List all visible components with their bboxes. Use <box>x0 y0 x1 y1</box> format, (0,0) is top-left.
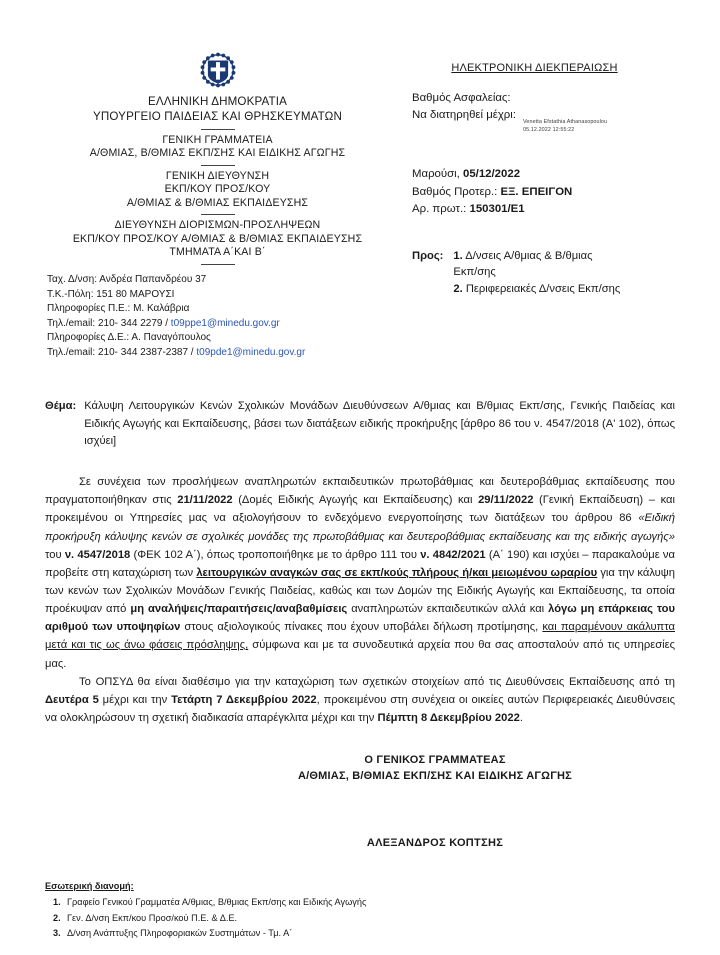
protocol-label: Αρ. πρωτ.: <box>412 202 470 215</box>
internal-distribution-title: Εσωτερική διανομή: <box>45 881 134 891</box>
body-paragraph-1 <box>45 473 675 673</box>
contact-info-de-label: Πληροφορίες Δ.Ε.: <box>47 332 132 344</box>
contact-postcode-label: Τ.Κ.-Πόλη: <box>47 288 97 300</box>
distribution-item <box>45 895 475 909</box>
contact-phone-de <box>47 346 390 361</box>
signature-timestamp: 05.12.2022 12:55:22 <box>523 126 575 133</box>
contact-address <box>47 273 390 288</box>
recipients-block <box>412 248 675 297</box>
republic-title: ΕΛΛΗΝΙΚΗ ΔΗΜΟΚΡΑΤΙΑ <box>147 95 288 108</box>
contact-postcode-value: 151 80 ΜΑΡΟΥΣΙ <box>96 288 175 300</box>
digital-signature-stamp <box>523 119 607 135</box>
header-left-column <box>45 52 390 360</box>
recipients-label: Προς: <box>412 250 444 263</box>
document-header <box>0 0 720 360</box>
divider <box>201 129 235 130</box>
p1-emphasis-operational-needs: λειτουργικών αναγκών σας σε εκπ/κούς πλήρους ή/και μειωμένου ωραρίου <box>196 566 598 579</box>
priority-value: ΕΞ. ΕΠΕΙΓΟΝ <box>500 185 573 198</box>
contact-info-de-value: Α. Παναγόπουλος <box>131 332 211 344</box>
directorate-line-1: ΔΙΕΥΘΥΝΣΗ ΔΙΟΡΙΣΜΩΝ-ΠΡΟΣΛΗΨΕΩΝ <box>114 219 321 232</box>
contact-postcode <box>47 288 390 303</box>
place-label: Μαρούσι, <box>412 168 464 181</box>
signoff-role-line-2: Α/ΘΜΙΑΣ, Β/ΘΜΙΑΣ ΕΚΠ/ΣΗΣ ΚΑΙ ΕΙΔΙΚΗΣ ΑΓΩΓΗΣ <box>298 770 572 782</box>
email-link-pe[interactable]: t09ppe1@minedu.gov.gr <box>170 317 280 329</box>
recipient-number: 1. <box>453 250 463 263</box>
contact-info-pe <box>47 302 390 317</box>
general-directorate-line-1: ΓΕΝΙΚΗ ΔΙΕΥΘΥΝΣΗ <box>165 169 270 182</box>
p1-t2: (Δομές Ειδικής Αγωγής και Εκπαίδευσης) και <box>232 494 479 507</box>
distribution-item <box>45 911 475 925</box>
priority-label: Βαθμός Προτερ.: <box>412 185 501 198</box>
p1-t4: του <box>45 548 65 561</box>
p1-t1: Σε συνέχεια των προσλήψεων αναπληρωτών εκπαιδευτικών πρωτοβάθμιας και δευτεροβάθμιας εκπαίδευσης που πραγματοποιήθηκαν στις <box>45 476 675 507</box>
p2-t3: , προκειμένου στη συνέχεια οι οικείες αυτών Περιφερειακές Διευθύνσεις να ολοκληρώσουν τη σχετική διαδικασία απαρέγκλιτα μέχρι και την <box>45 693 676 724</box>
contact-phone-de-label: Τηλ./email: <box>47 346 98 358</box>
subject-label: Θέμα: <box>45 400 77 413</box>
directorate-line-3: ΤΜΗΜΑΤΑ Α΄ΚΑΙ Β΄ <box>169 246 266 259</box>
security-level-label: Βαθμός Ασφαλείας: <box>412 92 511 104</box>
recipient-item-continuation <box>453 264 675 280</box>
p1-law-4842: ν. 4842/2021 <box>420 548 486 561</box>
p1-law-4547: ν. 4547/2018 <box>64 548 131 561</box>
signature-signer-name: Venetta Efstathia Athanasopoulou <box>523 119 608 125</box>
p1-t8: αναπληρωτών εκπαιδευτικών αλλά και <box>347 603 549 616</box>
subject-text: Κάλυψη Λειτουργικών Κενών Σχολικών Μονάδων Διευθύνσεων Α/θμιας και Β/θμιας Εκπ/σης, Γενικής Παιδείας και Ειδικής Αγωγής και Εκπαίδευσης, βάσει των διατάξεων ειδικής προκήρυξης [άρθρο 86 του ν. 4547/2018 (Α' 102), όπως ισχύει] <box>84 400 675 448</box>
contact-address-label: Ταχ. Δ/νση: <box>47 274 100 286</box>
recipient-text: Περιφερειακές Δ/νσεις Εκπ/σης <box>465 282 621 295</box>
distribution-number: 2. <box>53 912 61 923</box>
header-right-column <box>390 52 675 297</box>
distribution-text: Γραφείο Γενικού Γραμματέα Α/θμιας, Β/θμιας Εκπ/σης και Ειδικής Αγωγής <box>67 897 367 908</box>
p1-t7: για την κάλυψη των κενών των Σχολικών Μονάδων Γενικής Παιδείας, καθώς και των Δομών της Ειδικής Αγωγής και Εκπαίδευσης, τα οποία προέκυψαν από <box>45 566 675 616</box>
protocol-number <box>412 201 675 218</box>
protocol-value: 150301/Ε1 <box>469 202 525 215</box>
p1-emphasis-insufficient-candidates: λόγω μη επάρκειας του αριθμού των υποψηφίων <box>45 603 675 634</box>
p2-end-date: Τετάρτη 7 Δεκεμβρίου 2022 <box>171 693 317 706</box>
secretariat-line-2: Α/ΘΜΙΑΣ, Β/ΘΜΙΑΣ ΕΚΠ/ΣΗΣ ΚΑΙ ΕΙΔΙΚΗΣ ΑΓΩΓΗΣ <box>89 147 346 160</box>
body-paragraph-2 <box>45 673 675 727</box>
distribution-item <box>45 926 475 940</box>
divider <box>201 165 235 166</box>
document-body <box>45 473 675 727</box>
organization-block <box>45 95 390 265</box>
contact-block <box>45 273 390 360</box>
p1-t3: (Γενική Εκπαίδευση) – και προκειμένου οι Υπηρεσίες μας να αξιολογήσουν το ενδεχόμενο ενεργοποίησης των διατάξεων του άρθρου 86 <box>45 494 675 525</box>
contact-phone-pe-label: Τηλ./email: <box>47 317 98 329</box>
p2-start-date: Δευτέρα 5 <box>45 693 99 706</box>
p2-final-deadline: Πέμπτη 8 Δεκεμβρίου 2022 <box>377 711 520 724</box>
internal-distribution-block <box>45 879 475 941</box>
signoff-title-block <box>0 753 720 785</box>
p1-underline-remain-uncovered: και παραμένουν ακάλυπτα μετά και τις ως άνω φάσεις πρόσληψης, <box>45 621 676 652</box>
distribution-text: Δ/νση Ανάπτυξης Πληροφοριακών Συστημάτων - Τμ. Α΄ <box>67 927 293 938</box>
place-and-date <box>412 166 675 183</box>
priority <box>412 184 675 201</box>
electronic-dispatch-heading: ΗΛΕΚΤΡΟΝΙΚΗ ΔΙΕΚΠΕΡΑΙΩΣΗ <box>451 62 618 74</box>
distribution-number: 3. <box>53 927 61 938</box>
p1-t6: (Α΄ 190) και ισχύει – παρακαλούμε να προβείτε στη καταχώριση των <box>45 548 675 579</box>
p1-quoted-article-title: «Ειδική προκήρυξη κάλυψης κενών σε σχολικές μονάδες της πρωτοβάθμιας και δευτεροβάθμιας εκπαίδευσης και της ειδικής αγωγής» <box>45 512 675 543</box>
directorate-line-2: ΕΚΠ/ΚΟΥ ΠΡΟΣ/ΚΟΥ Α/ΘΜΙΑΣ & Β/ΘΜΙΑΣ ΕΚΠΑΙΔΕΥΣΗΣ <box>72 232 363 245</box>
divider <box>201 214 235 215</box>
p1-t5: (ΦΕΚ 102 Α΄), όπως τροποποιήθηκε με το άρθρο 111 του <box>130 548 421 561</box>
contact-info-pe-value: Μ. Καλάβρια <box>133 303 190 315</box>
retain-until-label: Να διατηρηθεί μέχρι: <box>412 109 516 122</box>
signoff-person-name: ΑΛΕΞΑΝΔΡΟΣ ΚΟΠΤΣΗΣ <box>366 836 504 849</box>
contact-phone-de-value: 210- 344 2387-2387 / <box>97 346 197 358</box>
contact-info-de <box>47 331 390 346</box>
contact-phone-pe <box>47 317 390 332</box>
divider <box>201 264 235 265</box>
secretariat-line-1: ΓΕΝΙΚΗ ΓΡΑΜΜΑΤΕΙΑ <box>162 133 273 146</box>
recipient-item <box>453 281 675 297</box>
recipient-text: Δ/νσεις Α/θμιας & Β/θμιας <box>465 250 593 263</box>
general-directorate-line-3: Α/ΘΜΙΑΣ & Β/ΘΜΙΑΣ ΕΚΠΑΙΔΕΥΣΗΣ <box>126 196 309 209</box>
p1-emphasis-resignations: μη αναλήψεις/παραιτήσεις/αναβαθμίσεις <box>130 603 348 616</box>
p1-date-sne: 21/11/2022 <box>177 494 233 507</box>
p2-t4: . <box>519 711 523 724</box>
emblem-container <box>45 52 390 93</box>
p1-t10: σύμφωνα και με τα συνοδευτικά αρχεία που θα σας αποσταλούν από τις υπηρεσίες μας. <box>45 639 675 670</box>
p2-t2: μέχρι και την <box>98 693 172 706</box>
signoff-role-line-1: Ο ΓΕΝΙΚΟΣ ΓΡΑΜΜΑΤΕΑΣ <box>364 754 506 767</box>
recipient-text-cont: Εκπ/σης <box>453 266 496 279</box>
email-link-de[interactable]: t09pde1@minedu.gov.gr <box>196 346 306 358</box>
subject-block <box>45 398 675 451</box>
greek-coat-of-arms-icon <box>200 52 236 88</box>
p1-t9: στους αξιολογικούς πίνακες που έχουν υποβάλει δήλωση προτίμησης, <box>180 621 543 634</box>
recipient-item <box>453 248 675 264</box>
recipient-number: 2. <box>453 282 463 295</box>
document-meta-block <box>412 166 675 218</box>
general-directorate-line-2: ΕΚΠ/ΚΟΥ ΠΡΟΣ/ΚΟΥ <box>164 183 271 196</box>
distribution-number: 1. <box>53 897 61 908</box>
recipients-list <box>453 248 675 297</box>
p1-date-general: 29/11/2022 <box>478 494 534 507</box>
contact-address-value: Ανδρέα Παπανδρέου 37 <box>99 274 207 286</box>
place-date-value: 05/12/2022 <box>463 168 521 181</box>
ministry-title: ΥΠΟΥΡΓΕΙΟ ΠΑΙΔΕΙΑΣ ΚΑΙ ΘΡΗΣΚΕΥΜΑΤΩΝ <box>92 109 343 123</box>
contact-info-pe-label: Πληροφορίες Π.Ε.: <box>47 303 134 315</box>
p2-t1: Το ΟΠΣΥΔ θα είναι διαθέσιμο για την καταχώριση των σχετικών στοιχείων από τις Διευθύνσεις Εκπαίδευσης από τη <box>79 675 675 688</box>
contact-phone-pe-value: 210- 344 2279 / <box>97 317 171 329</box>
distribution-text: Γεν. Δ/νση Εκπ/κου Προσ/κού Π.Ε. & Δ.Ε. <box>67 912 238 923</box>
